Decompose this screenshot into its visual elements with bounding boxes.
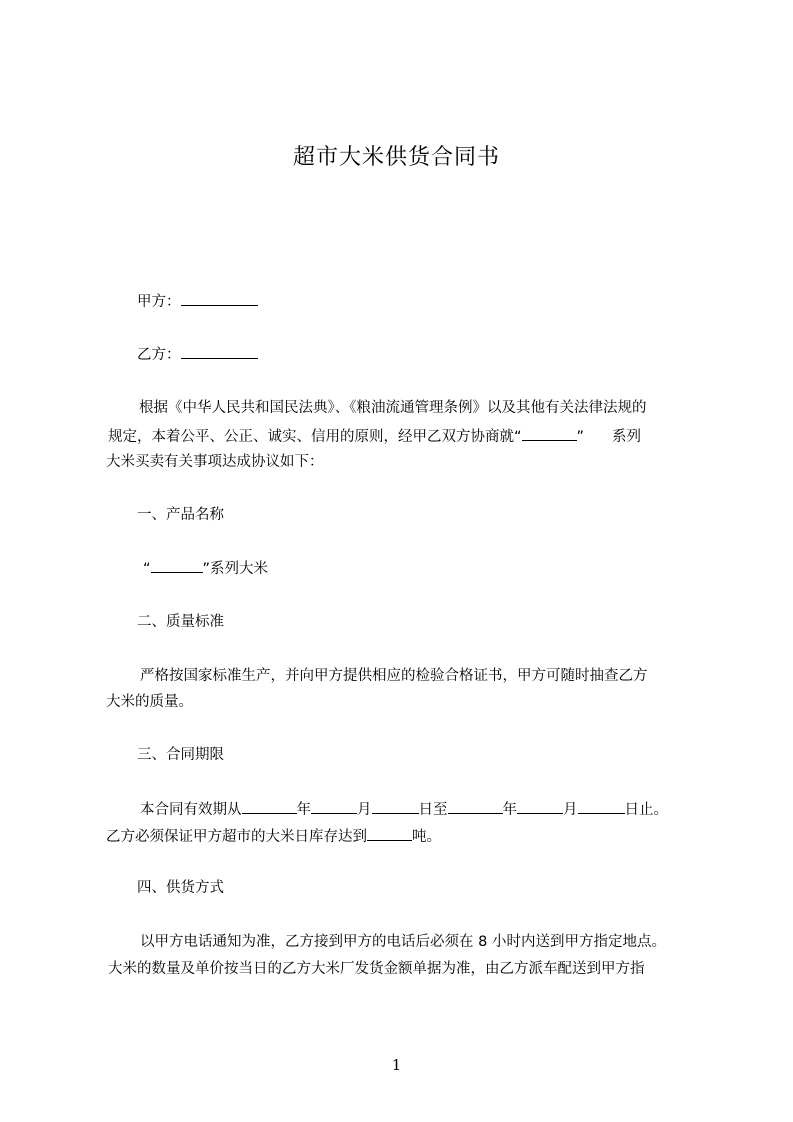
inventory-blank <box>367 826 412 841</box>
start-day-blank <box>372 799 419 814</box>
product-blank <box>151 558 203 573</box>
start-day-to-label: 日至 <box>418 802 448 818</box>
product-name-line <box>143 558 268 579</box>
intro-quote-close: ” <box>576 429 585 445</box>
inventory-label: 乙方必须保证甲方超市的大米日库存达到 <box>106 829 367 845</box>
intro-line-3: 大米买卖有关事项达成协议如下： <box>106 454 324 470</box>
end-day-blank <box>578 799 625 814</box>
product-quote-open: “ <box>143 561 151 577</box>
party-b-blank <box>181 344 258 359</box>
party-b-line <box>137 344 258 365</box>
inventory-unit: 吨。 <box>412 829 441 845</box>
end-day-label: 日止。 <box>624 802 668 818</box>
term-line-1 <box>140 799 668 820</box>
end-month-blank <box>517 799 563 814</box>
quality-line-2: 大米的质量。 <box>106 694 193 710</box>
intro-line-1: 根据《中华人民共和国民法典》、《粮油流通管理条例》以及其他有关法律法规的 <box>139 400 647 416</box>
end-year-blank <box>448 799 503 814</box>
term-line-2 <box>106 826 441 847</box>
party-a-line <box>137 291 258 312</box>
end-month-label: 月 <box>563 802 578 818</box>
party-b-label: 乙方： <box>137 347 181 363</box>
intro-line-2-text: 规定，本着公平、公正、诚实、信用的原则，经甲乙双方协商就“ <box>108 429 522 445</box>
page-number: 1 <box>391 1056 402 1074</box>
brand-blank <box>522 426 577 441</box>
start-year-blank <box>242 799 297 814</box>
supply-line-2: 大米的数量及单价按当日的乙方大米厂发货金额单据为准，由乙方派车配送到甲方指 <box>108 961 645 977</box>
section-4-heading: 四、供货方式 <box>137 880 224 896</box>
section-1-heading: 一、产品名称 <box>137 507 224 523</box>
section-3-heading: 三、合同期限 <box>137 747 224 763</box>
end-year-label: 年 <box>502 802 517 818</box>
intro-line-2 <box>108 426 700 447</box>
party-a-label: 甲方： <box>137 294 181 310</box>
supply-line-1: 以甲方电话通知为准，乙方接到甲方的电话后必须在 8 小时内送到甲方指定地点。 <box>140 934 666 950</box>
start-month-label: 月 <box>357 802 372 818</box>
document-title: 超市大米供货合同书 <box>292 145 500 170</box>
section-2-heading: 二、质量标准 <box>137 614 224 630</box>
party-a-blank <box>181 291 258 306</box>
intro-line-2-tail: 系列 <box>612 429 642 445</box>
start-month-blank <box>311 799 357 814</box>
term-from-label: 本合同有效期从 <box>140 802 242 818</box>
product-suffix: ”系列大米 <box>202 561 269 577</box>
start-year-label: 年 <box>296 802 311 818</box>
quality-line-1: 严格按国家标准生产，并向甲方提供相应的检验合格证书，甲方可随时抽查乙方 <box>140 668 648 684</box>
